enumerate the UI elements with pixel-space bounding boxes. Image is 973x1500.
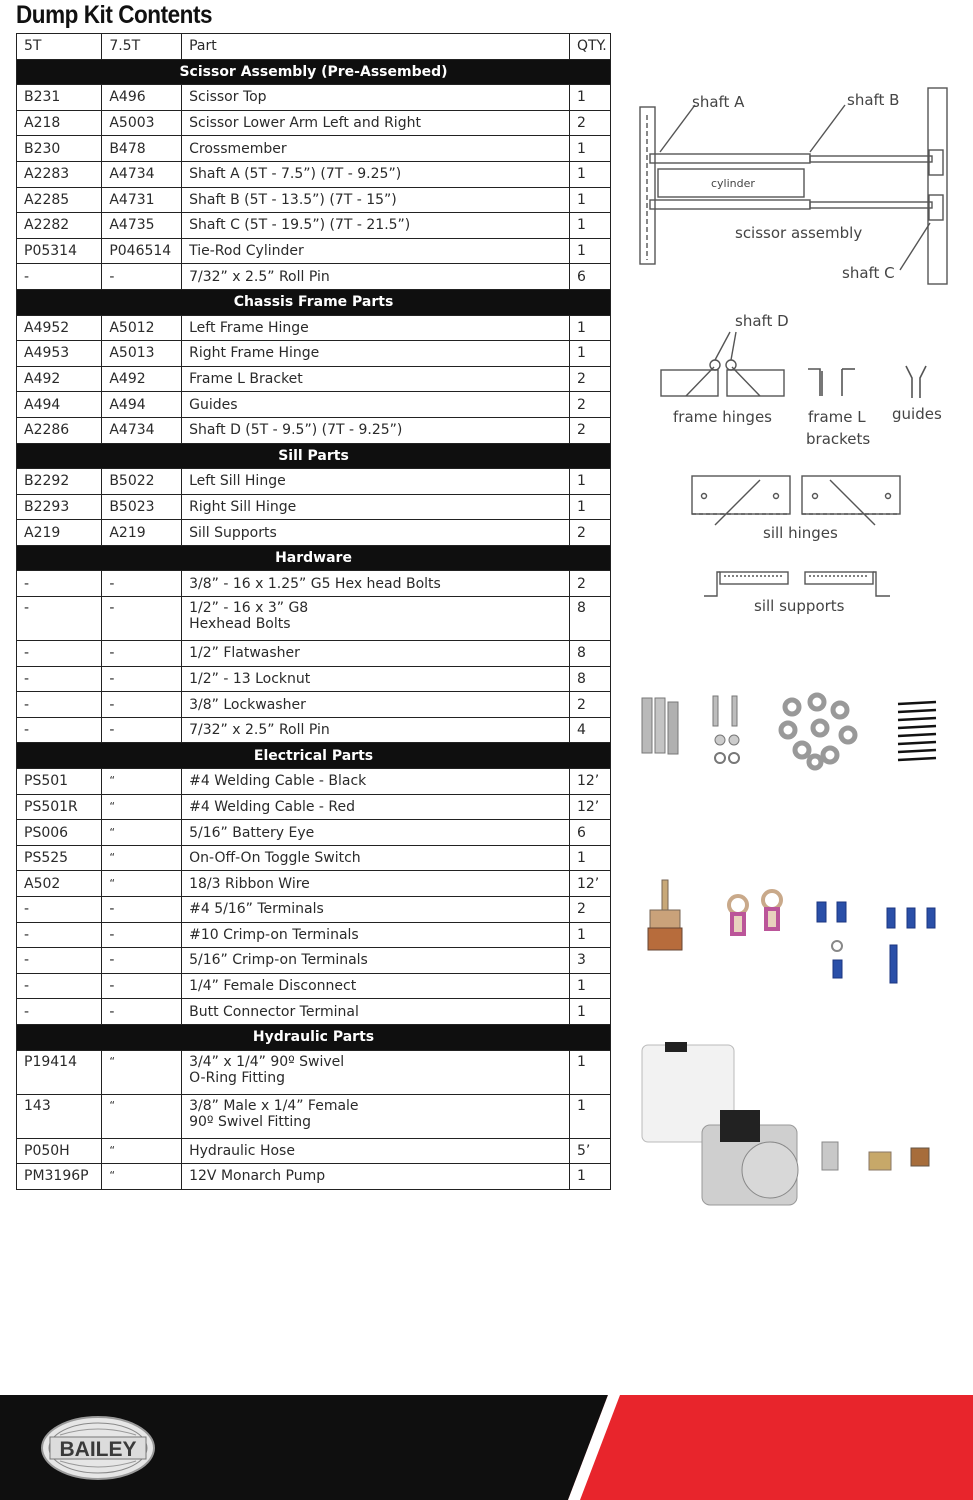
cell-7-5t: A219	[102, 520, 182, 546]
cell-qty: 1	[569, 161, 610, 187]
cell-7-5t: A5003	[102, 110, 182, 136]
column-header: 7.5T	[102, 34, 182, 60]
table-row	[17, 571, 611, 597]
cell-part: 5/16” Crimp-on Terminals	[182, 948, 570, 974]
cell-part: Hydraulic Hose	[182, 1138, 570, 1164]
cell-7-5t: -	[102, 973, 182, 999]
cell-5t: PS006	[17, 820, 102, 846]
cell-part: 3/8” Lockwasher	[182, 692, 570, 718]
cell-qty: 2	[569, 417, 610, 443]
cell-qty: 1	[569, 469, 610, 495]
cell-7-5t: “	[102, 794, 182, 820]
label-sill-supports: sill supports	[754, 597, 845, 615]
cell-5t: A2283	[17, 161, 102, 187]
cell-part: Right Sill Hinge	[182, 494, 570, 520]
cell-qty: 1	[569, 187, 610, 213]
cell-7-5t: -	[102, 264, 182, 290]
table-row	[17, 871, 611, 897]
cell-qty: 2	[569, 392, 610, 418]
cell-qty: 2	[569, 520, 610, 546]
cell-7-5t: “	[102, 1138, 182, 1164]
cell-5t: -	[17, 597, 102, 641]
cell-7-5t: -	[102, 897, 182, 923]
cell-part: 12V Monarch Pump	[182, 1164, 570, 1190]
section-title: Chassis Frame Parts	[17, 289, 611, 315]
cell-5t: -	[17, 897, 102, 923]
cell-5t: -	[17, 717, 102, 743]
frame-l-brackets-drawing	[808, 369, 855, 396]
column-header: 5T	[17, 34, 102, 60]
cell-7-5t: B5023	[102, 494, 182, 520]
cell-5t: PS501R	[17, 794, 102, 820]
cell-7-5t: “	[102, 845, 182, 871]
cell-7-5t: -	[102, 948, 182, 974]
cell-part: 1/2” - 13 Locknut	[182, 666, 570, 692]
cell-qty: 1	[569, 494, 610, 520]
hex-nuts-picture	[642, 698, 678, 754]
label-sill-hinges: sill hinges	[763, 524, 838, 542]
table-header-row	[17, 34, 611, 60]
cell-part: Shaft C (5T - 19.5”) (7T - 21.5”)	[182, 213, 570, 239]
table-row	[17, 341, 611, 367]
guides-drawing	[906, 366, 926, 398]
cell-5t: -	[17, 948, 102, 974]
table-row	[17, 666, 611, 692]
cell-7-5t: -	[102, 597, 182, 641]
cell-qty: 8	[569, 597, 610, 641]
cell-7-5t: -	[102, 922, 182, 948]
cell-5t: P19414	[17, 1050, 102, 1094]
hydraulic-pump-picture	[642, 1042, 798, 1205]
label-frame-hinges: frame hinges	[673, 408, 772, 426]
cell-qty: 1	[569, 341, 610, 367]
cell-part: #4 5/16” Terminals	[182, 897, 570, 923]
cell-7-5t: -	[102, 692, 182, 718]
cell-qty: 1	[569, 85, 610, 111]
table-row	[17, 469, 611, 495]
cell-qty: 4	[569, 717, 610, 743]
cell-5t: B230	[17, 136, 102, 162]
cell-5t: PS525	[17, 845, 102, 871]
cell-7-5t: A4734	[102, 161, 182, 187]
cell-part: 7/32” x 2.5” Roll Pin	[182, 264, 570, 290]
cell-7-5t: “	[102, 871, 182, 897]
label-scissor-assembly: scissor assembly	[735, 224, 863, 242]
cell-qty: 12’	[569, 871, 610, 897]
footer-red-band	[568, 1395, 973, 1500]
section-header-row	[17, 1024, 611, 1050]
section-title: Electrical Parts	[17, 743, 611, 769]
cell-part: 1/2” - 16 x 3” G8 Hexhead Bolts	[182, 597, 570, 641]
cell-5t: A2282	[17, 213, 102, 239]
cell-5t: PS501	[17, 769, 102, 795]
cell-7-5t: A492	[102, 366, 182, 392]
cell-5t: -	[17, 999, 102, 1025]
label-brackets: brackets	[806, 430, 871, 448]
table-row	[17, 1050, 611, 1094]
column-header: Part	[182, 34, 570, 60]
cell-qty: 1	[569, 136, 610, 162]
cell-part: 3/8” - 16 x 1.25” G5 Hex head Bolts	[182, 571, 570, 597]
cell-5t: A219	[17, 520, 102, 546]
table-row	[17, 922, 611, 948]
cell-part: Guides	[182, 392, 570, 418]
table-row	[17, 897, 611, 923]
table-row	[17, 769, 611, 795]
section-title: Scissor Assembly (Pre-Assembed)	[17, 59, 611, 85]
column-header: QTY.	[569, 34, 610, 60]
table-row	[17, 494, 611, 520]
cell-part: 5/16” Battery Eye	[182, 820, 570, 846]
scissor-assembly-drawing	[640, 88, 947, 284]
section-title: Hardware	[17, 545, 611, 571]
cell-qty: 1	[569, 315, 610, 341]
cell-part: 3/8” Male x 1/4” Female 90º Swivel Fitting	[182, 1094, 570, 1138]
cell-qty: 1	[569, 1094, 610, 1138]
cell-5t: P05314	[17, 238, 102, 264]
disconnect-terminals-picture	[887, 908, 935, 983]
cell-part: Scissor Top	[182, 85, 570, 111]
cell-5t: B2292	[17, 469, 102, 495]
section-header-row	[17, 743, 611, 769]
table-row	[17, 597, 611, 641]
cell-7-5t: “	[102, 820, 182, 846]
table-row	[17, 238, 611, 264]
cell-7-5t: -	[102, 641, 182, 667]
cell-7-5t: A5012	[102, 315, 182, 341]
cell-7-5t: “	[102, 769, 182, 795]
cell-5t: -	[17, 973, 102, 999]
cell-part: Left Frame Hinge	[182, 315, 570, 341]
cell-qty: 2	[569, 692, 610, 718]
label-shaft-d: shaft D	[735, 312, 789, 330]
cell-5t: PM3196P	[17, 1164, 102, 1190]
parts-diagram	[620, 80, 973, 1230]
cell-part: #10 Crimp-on Terminals	[182, 922, 570, 948]
table-row	[17, 820, 611, 846]
section-title: Sill Parts	[17, 443, 611, 469]
bailey-logo	[40, 1415, 156, 1481]
cell-7-5t: A4731	[102, 187, 182, 213]
section-header-row	[17, 545, 611, 571]
cell-5t: 143	[17, 1094, 102, 1138]
cell-7-5t: B478	[102, 136, 182, 162]
table-row	[17, 692, 611, 718]
cell-7-5t: -	[102, 571, 182, 597]
cell-5t: B2293	[17, 494, 102, 520]
cell-5t: A4952	[17, 315, 102, 341]
fittings-picture	[822, 1142, 929, 1170]
cell-part: Shaft D (5T - 9.5”) (7T - 9.25”)	[182, 417, 570, 443]
table-row	[17, 717, 611, 743]
cell-qty: 1	[569, 922, 610, 948]
cell-5t: -	[17, 692, 102, 718]
label-cylinder: cylinder	[711, 177, 755, 190]
logo-text: BAILEY	[59, 1438, 137, 1461]
cell-part: Frame L Bracket	[182, 366, 570, 392]
cell-7-5t: -	[102, 717, 182, 743]
table-row	[17, 161, 611, 187]
cell-7-5t: -	[102, 999, 182, 1025]
cell-7-5t: -	[102, 666, 182, 692]
table-row	[17, 366, 611, 392]
cell-qty: 1	[569, 213, 610, 239]
cell-5t: -	[17, 641, 102, 667]
crimp-terminals-picture	[817, 902, 846, 978]
cell-7-5t: P046514	[102, 238, 182, 264]
cell-part: Scissor Lower Arm Left and Right	[182, 110, 570, 136]
cell-part: On-Off-On Toggle Switch	[182, 845, 570, 871]
cell-part: #4 Welding Cable - Black	[182, 769, 570, 795]
toggle-switch-picture	[648, 880, 682, 950]
cell-part: #4 Welding Cable - Red	[182, 794, 570, 820]
cell-part: Shaft A (5T - 7.5”) (7T - 9.25”)	[182, 161, 570, 187]
cell-part: Crossmember	[182, 136, 570, 162]
table-row	[17, 999, 611, 1025]
cell-part: Shaft B (5T - 13.5”) (7T - 15”)	[182, 187, 570, 213]
table-row	[17, 948, 611, 974]
label-shaft-b: shaft B	[847, 91, 900, 109]
cell-part: 1/2” Flatwasher	[182, 641, 570, 667]
cell-5t: P050H	[17, 1138, 102, 1164]
cell-5t: -	[17, 264, 102, 290]
label-shaft-c: shaft C	[842, 264, 895, 282]
cell-5t: A4953	[17, 341, 102, 367]
table-row	[17, 110, 611, 136]
cell-qty: 2	[569, 897, 610, 923]
table-row	[17, 392, 611, 418]
cell-7-5t: A5013	[102, 341, 182, 367]
cell-7-5t: “	[102, 1094, 182, 1138]
table-row	[17, 187, 611, 213]
cell-qty: 1	[569, 973, 610, 999]
table-row	[17, 85, 611, 111]
cell-7-5t: A4734	[102, 417, 182, 443]
sill-hinges-drawing	[692, 476, 900, 525]
section-header-row	[17, 289, 611, 315]
cell-qty: 2	[569, 571, 610, 597]
cell-5t: B231	[17, 85, 102, 111]
cell-7-5t: A494	[102, 392, 182, 418]
cell-5t: -	[17, 666, 102, 692]
cell-qty: 12’	[569, 794, 610, 820]
section-header-row	[17, 443, 611, 469]
page-title: Dump Kit Contents	[16, 1, 213, 29]
cell-part: 3/4” x 1/4” 90º Swivel O-Ring Fitting	[182, 1050, 570, 1094]
cell-7-5t: A4735	[102, 213, 182, 239]
cell-5t: -	[17, 571, 102, 597]
cell-5t: -	[17, 922, 102, 948]
cell-5t: A492	[17, 366, 102, 392]
cell-qty: 12’	[569, 769, 610, 795]
label-shaft-a: shaft A	[692, 93, 745, 111]
cell-5t: A218	[17, 110, 102, 136]
cell-part: 7/32” x 2.5” Roll Pin	[182, 717, 570, 743]
cell-7-5t: B5022	[102, 469, 182, 495]
ring-terminals-picture	[729, 891, 781, 934]
table-row	[17, 1138, 611, 1164]
cell-qty: 8	[569, 641, 610, 667]
cell-qty: 1	[569, 1050, 610, 1094]
cell-qty: 1	[569, 1164, 610, 1190]
table-row	[17, 1094, 611, 1138]
cell-5t: A502	[17, 871, 102, 897]
table-row	[17, 264, 611, 290]
label-guides: guides	[892, 405, 942, 423]
cell-part: 1/4” Female Disconnect	[182, 973, 570, 999]
table-row	[17, 417, 611, 443]
cell-qty: 2	[569, 110, 610, 136]
section-title: Hydraulic Parts	[17, 1024, 611, 1050]
cell-qty: 5’	[569, 1138, 610, 1164]
bolts-picture	[713, 696, 739, 763]
cell-qty: 1	[569, 845, 610, 871]
cell-5t: A2286	[17, 417, 102, 443]
cell-part: 18/3 Ribbon Wire	[182, 871, 570, 897]
table-row	[17, 845, 611, 871]
cell-qty: 6	[569, 820, 610, 846]
roll-pins-picture	[898, 702, 936, 760]
table-row	[17, 213, 611, 239]
label-frame-l: frame L	[808, 408, 866, 426]
table-row	[17, 794, 611, 820]
table-row	[17, 973, 611, 999]
cell-part: Butt Connector Terminal	[182, 999, 570, 1025]
table-row	[17, 1164, 611, 1190]
section-header-row	[17, 59, 611, 85]
cell-7-5t: A496	[102, 85, 182, 111]
table-row	[17, 315, 611, 341]
cell-qty: 8	[569, 666, 610, 692]
cell-qty: 6	[569, 264, 610, 290]
cell-5t: A494	[17, 392, 102, 418]
table-row	[17, 520, 611, 546]
cell-qty: 2	[569, 366, 610, 392]
frame-hinges-drawing	[661, 332, 784, 396]
table-row	[17, 641, 611, 667]
cell-part: Tie-Rod Cylinder	[182, 238, 570, 264]
cell-part: Left Sill Hinge	[182, 469, 570, 495]
kit-contents-table	[16, 33, 611, 1190]
cell-qty: 1	[569, 999, 610, 1025]
table-row	[17, 136, 611, 162]
sill-supports-drawing	[704, 572, 890, 596]
cell-7-5t: “	[102, 1164, 182, 1190]
washers-picture	[781, 695, 855, 768]
cell-7-5t: “	[102, 1050, 182, 1094]
cell-part: Sill Supports	[182, 520, 570, 546]
cell-qty: 1	[569, 238, 610, 264]
cell-5t: A2285	[17, 187, 102, 213]
cell-part: Right Frame Hinge	[182, 341, 570, 367]
cell-qty: 3	[569, 948, 610, 974]
